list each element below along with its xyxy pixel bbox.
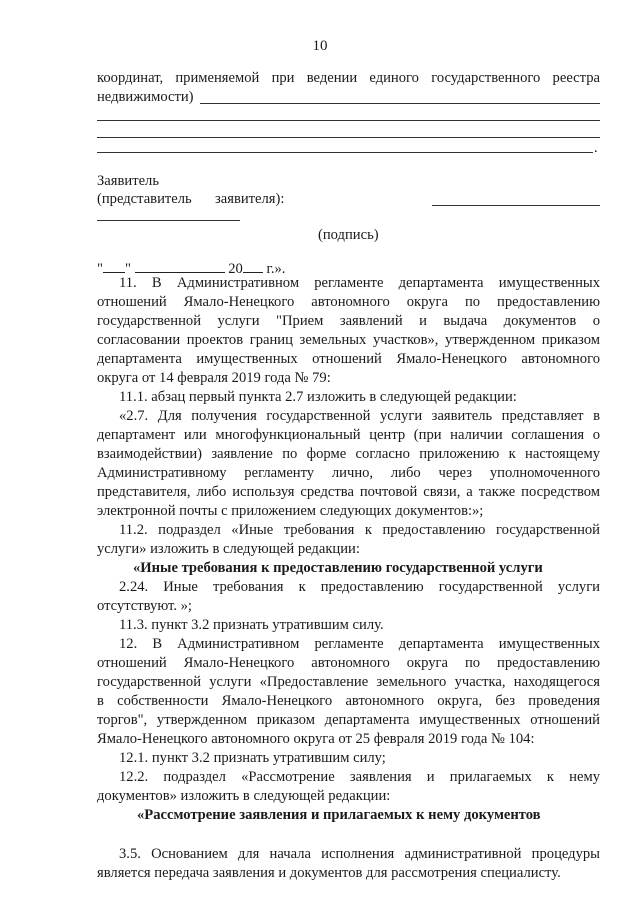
item-2-7-line: представителя, либо используя средства почтовой связи, а также посредством xyxy=(97,484,600,500)
name-line xyxy=(97,220,240,221)
blank-line xyxy=(97,152,593,153)
date-end: г.». xyxy=(266,261,286,277)
day-blank xyxy=(103,258,125,273)
item-12-2-line: документов» изложить в следующей редакции: xyxy=(97,788,391,804)
item-12-line: торгов", утвержденном приказом департамента имущественных отношений xyxy=(97,712,600,728)
year-blank xyxy=(243,258,263,273)
item-12-line: отношений Ямало-Ненецкого автономного округа по предоставлению xyxy=(97,655,600,671)
blank-line xyxy=(97,120,600,121)
item-2-7-line: электронной почты с приложением следующих документов:»; xyxy=(97,503,484,519)
item-12-1: 12.1. пункт 3.2 признать утратившим силу; xyxy=(119,750,386,766)
item-3-5-line: 3.5. Основанием для начала исполнения административной процедуры xyxy=(119,846,600,862)
item-11-line: 11. В Административном регламенте департамента имущественных xyxy=(119,275,600,291)
item-11-1: 11.1. абзац первый пункта 2.7 изложить в следующей редакции: xyxy=(119,389,517,405)
item-2-24-line: 2.24. Иные требования к предоставлению государственной услуги xyxy=(119,579,600,595)
representative-label-right: заявителя): xyxy=(215,191,285,207)
item-2-7-line: Административному регламенту лично, либо через уполномоченного xyxy=(97,465,600,481)
signature-caption: (подпись) xyxy=(318,227,379,243)
section-heading-1: «Иные требования к предоставлению государственной услуги xyxy=(133,560,543,576)
blank-line xyxy=(200,103,600,104)
item-12-line: 12. В Административном регламенте департамента имущественных xyxy=(119,636,600,652)
item-12-line: государственной услуги «Предоставление земельного участка, находящегося xyxy=(97,674,600,690)
date-year: 20 xyxy=(228,261,243,277)
item-11-line: государственной услуги "Прием заявлений и выдача документов о xyxy=(97,313,600,329)
item-11-3: 11.3. пункт 3.2 признать утратившим силу. xyxy=(119,617,384,633)
item-11-line: округа от 14 февраля 2019 года № 79: xyxy=(97,370,331,386)
form-dot: . xyxy=(594,140,598,156)
item-11-2-line: 11.2. подраздел «Иные требования к предоставлению государственной xyxy=(119,522,600,538)
item-12-line: в собственности Ямало-Ненецкого автономного округа, без проведения xyxy=(97,693,600,709)
form-line-2: недвижимости) xyxy=(97,89,194,105)
section-heading-2: «Рассмотрение заявления и прилагаемых к нему документов xyxy=(137,807,541,823)
item-11-line: согласовании проектов границ земельных участков», утвержденном приказом xyxy=(97,332,600,348)
item-3-5-line: является передача заявления и документов для рассмотрения специалисту. xyxy=(97,865,561,881)
blank-line xyxy=(97,137,600,138)
representative-label-left: (представитель xyxy=(97,191,192,207)
item-2-7-line: «2.7. Для получения государственной услуги заявитель представляет в xyxy=(119,408,600,424)
item-11-2-line: услуги» изложить в следующей редакции: xyxy=(97,541,360,557)
month-blank xyxy=(135,258,225,273)
form-line-1: координат, применяемой при ведении единого государственного реестра xyxy=(97,70,600,86)
item-2-24-line: отсутствуют. »; xyxy=(97,598,192,614)
item-2-7-line: департамент или многофункциональный центр (при наличии соглашения о xyxy=(97,427,600,443)
date-quote-open: " xyxy=(97,261,103,277)
item-12-line: Ямало-Ненецкого автономного округа от 25 февраля 2019 года № 104: xyxy=(97,731,535,747)
signature-line xyxy=(432,205,600,206)
date-quote-close: " xyxy=(124,261,131,277)
item-2-7-line: взаимодействии) заявление по форме согласно приложению к настоящему xyxy=(97,446,600,462)
page-number: 10 xyxy=(312,38,328,54)
item-11-line: отношений Ямало-Ненецкого автономного округа по предоставлению xyxy=(97,294,600,310)
item-12-2-line: 12.2. подраздел «Рассмотрение заявления и прилагаемых к нему xyxy=(119,769,600,785)
applicant-label: Заявитель xyxy=(97,173,159,189)
item-11-line: департамента имущественных отношений Ямало-Ненецкого автономного xyxy=(97,351,600,367)
